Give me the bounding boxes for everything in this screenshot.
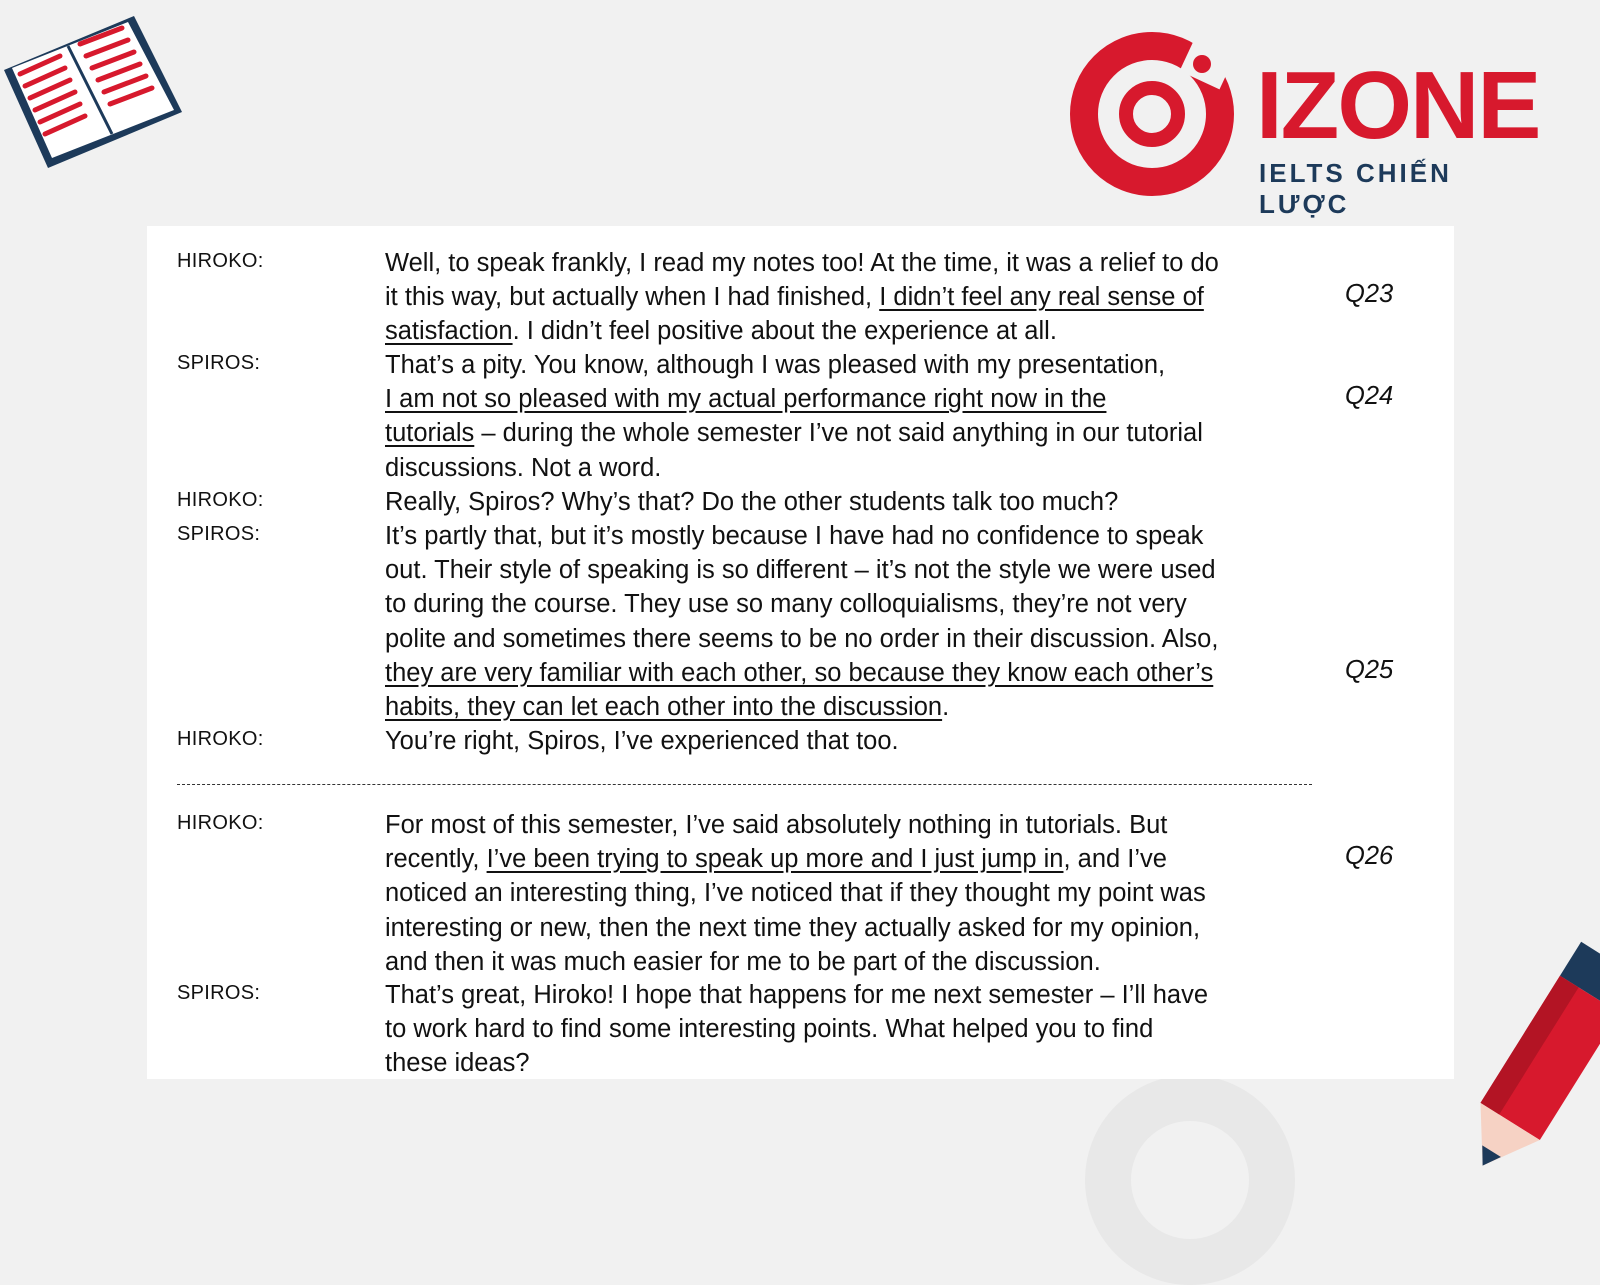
open-book-icon <box>0 8 184 168</box>
speech-line <box>385 519 1315 553</box>
speech-text <box>385 978 1315 1079</box>
speech-line <box>385 382 1315 416</box>
speech-text <box>385 808 1315 979</box>
speaker-label: HIROKO: <box>177 812 264 834</box>
speech-line <box>385 280 1315 314</box>
speech-segment: noticed an interesting thing, I’ve noticed that if they thought my point was <box>385 879 1206 908</box>
speech-line <box>385 842 1315 876</box>
speech-line <box>385 724 1315 758</box>
speech-segment: , and I’ve <box>1063 845 1167 874</box>
speech-line <box>385 314 1315 348</box>
speech-segment: it this way, but actually when I had finished, <box>385 283 880 312</box>
speech-text <box>385 246 1315 349</box>
speech-line <box>385 1046 1315 1079</box>
speech-segment: to work hard to find some interesting points. What helped you to find <box>385 1015 1154 1044</box>
speech-line <box>385 348 1315 382</box>
speech-segment: Well, to speak frankly, I read my notes too! At the time, it was a relief to do <box>385 249 1219 277</box>
speech-segment: Really, Spiros? Why’s that? Do the other students talk too much? <box>385 488 1119 516</box>
speech-segment: interesting or new, then the next time they actually asked for my opinion, <box>385 913 1201 942</box>
speech-line <box>385 622 1315 656</box>
speech-segment: and then it was much easier for me to be part of the discussion. <box>385 947 1101 976</box>
underlined-answer-text: tutorials <box>385 419 475 448</box>
speech-segment: to during the course. They use so many colloquialisms, they’re not very <box>385 590 1187 619</box>
speech-segment: out. Their style of speaking is so different – it’s not the style we were used <box>385 556 1216 585</box>
speaker-label: HIROKO: <box>177 489 264 511</box>
speech-segment: For most of this semester, I’ve said absolutely nothing in tutorials. But <box>385 811 1168 839</box>
speech-line <box>385 656 1315 690</box>
question-label: Q25 <box>1345 656 1394 684</box>
speech-segment: . <box>942 693 950 722</box>
speech-line <box>385 553 1315 587</box>
speech-segment: That’s a pity. You know, although I was pleased with my presentation, <box>385 351 1166 379</box>
speech-line <box>385 945 1315 979</box>
target-logo-icon <box>1066 28 1246 204</box>
speech-text <box>385 348 1315 485</box>
speech-segment: You’re right, Spiros, I’ve experienced that too. <box>385 727 899 755</box>
speech-line <box>385 690 1315 724</box>
underlined-answer-text: I am not so pleased with my actual performance right now in the <box>385 385 1107 414</box>
question-label: Q24 <box>1345 382 1394 410</box>
speech-line <box>385 451 1315 485</box>
logo-tagline: IELTS CHIẾN LƯỢC <box>1259 158 1452 219</box>
speech-segment: It’s partly that, but it’s mostly because I have had no confidence to speak <box>385 522 1204 550</box>
speech-line <box>385 978 1315 1012</box>
underlined-answer-text: satisfaction <box>385 317 513 346</box>
transcript-sheet <box>147 226 1454 1079</box>
speech-text <box>385 485 1315 519</box>
underlined-answer-text: habits, they can let each other into the discussion <box>385 693 943 722</box>
speaker-label: SPIROS: <box>177 982 261 1004</box>
speech-segment: polite and sometimes there seems to be no order in their discussion. Also, <box>385 624 1219 653</box>
speaker-label: HIROKO: <box>177 728 264 750</box>
speech-segment: That’s great, Hiroko! I hope that happens for me next semester – I’ll have <box>385 981 1209 1009</box>
speech-segment: discussions. Not a word. <box>385 453 662 482</box>
speech-segment: – during the whole semester I’ve not said anything in our tutorial <box>474 419 1203 448</box>
speech-line <box>385 587 1315 621</box>
speech-segment: recently, <box>385 845 487 874</box>
underlined-answer-text: I didn’t feel any real sense of <box>879 283 1204 312</box>
speech-line <box>385 911 1315 945</box>
speech-text <box>385 724 1315 758</box>
speaker-label: SPIROS: <box>177 523 261 545</box>
question-label: Q23 <box>1345 280 1394 308</box>
speech-line <box>385 876 1315 910</box>
speaker-label: HIROKO: <box>177 250 264 272</box>
speech-segment: . I didn’t feel positive about the experience at all. <box>512 317 1057 346</box>
speech-line <box>385 416 1315 450</box>
speech-line <box>385 246 1315 280</box>
speech-line <box>385 485 1315 519</box>
background-circle-decoration <box>1085 1075 1295 1285</box>
question-label: Q26 <box>1345 842 1394 870</box>
speech-line <box>385 1012 1315 1046</box>
izone-logo <box>1066 28 1546 219</box>
underlined-answer-text: they are very familiar with each other, so because they know each other’s <box>385 658 1214 687</box>
section-divider <box>177 784 1312 785</box>
speech-line <box>385 808 1315 842</box>
underlined-answer-text: I’ve been trying to speak up more and I just jump in <box>486 845 1064 874</box>
logo-wordmark: IZONE <box>1256 52 1540 159</box>
pencil-icon <box>1450 940 1600 1180</box>
speaker-label: SPIROS: <box>177 352 261 374</box>
speech-text <box>385 519 1315 724</box>
speech-segment: these ideas? <box>385 1049 530 1078</box>
